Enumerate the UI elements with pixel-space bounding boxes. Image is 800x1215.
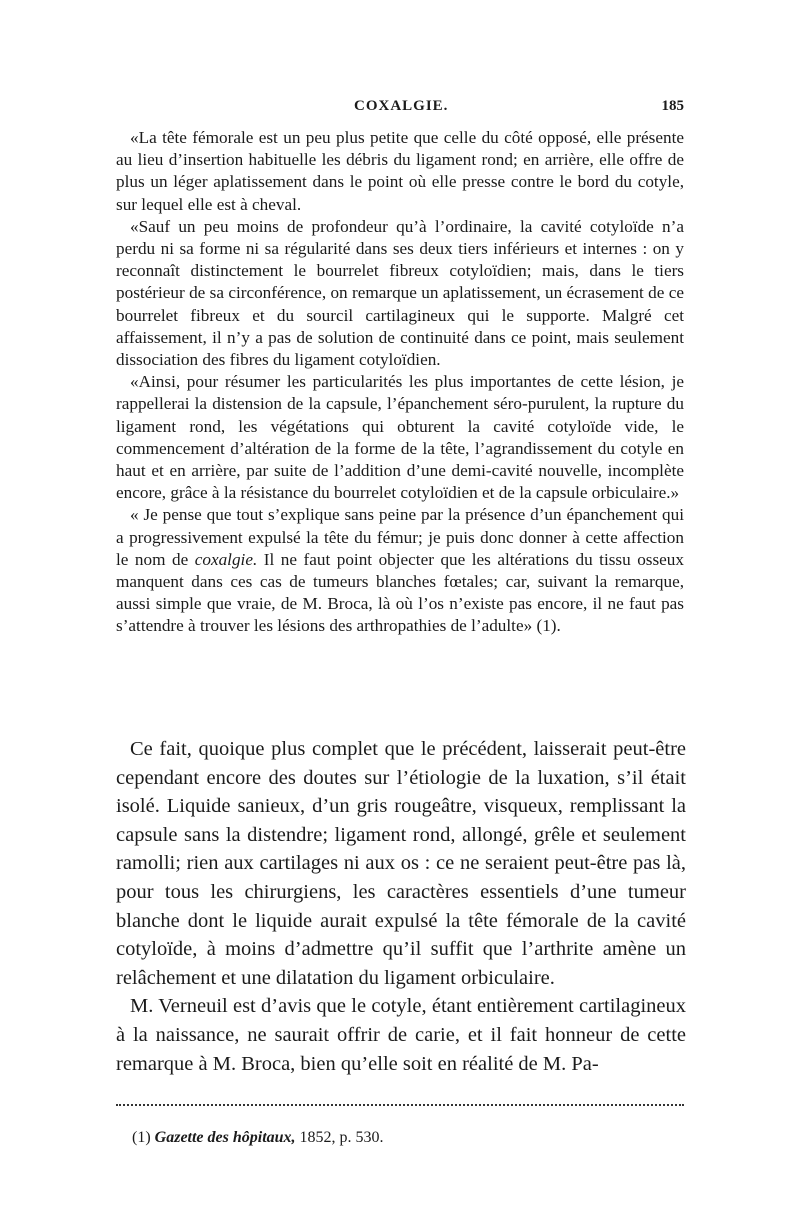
footnote-reference: 1852, p. 530. bbox=[295, 1129, 384, 1146]
chapter-title: COXALGIE. bbox=[354, 98, 449, 114]
quote-paragraph: «Ainsi, pour résumer les particularités les plus importantes de cette lésion, je rappellerai la distension de la capsule, l’épanchement séro-purulent, la rupture du ligament rond, les végétations qui obturent la cavité cotyloïde vide, le commencement d’altération de la forme de la tête, l’agrandissement du cotyle en haut et en arrière, par suite de l’addition d’une demi-cavité nouvelle, incomplète encore, grâce à la résistance du bourrelet cotyloïdien et de la capsule orbiculaire.» bbox=[116, 372, 684, 503]
footnote-divider bbox=[116, 1104, 684, 1106]
quote-text: « Je pense que tout s’explique sans peine par la présence d’un épanchement qui a progressivement expulsé la tête du fémur; je puis donc donner à cette affection le nom de bbox=[116, 505, 684, 569]
page-number: 185 bbox=[661, 98, 684, 114]
quote-text: Il ne faut point objecter que les altérations du tissu osseux manquent dans ces cas de tumeurs blanches fœtales; car, suivant la remarque, aussi simple que vraie, de M. Broca, là où l’os n’existe pas encore, il ne faut pas s’attendre à trouver les lésions des arthropathies de l’adulte» (1). bbox=[116, 549, 684, 636]
footnote-source: Gazette des hôpitaux, bbox=[154, 1129, 296, 1146]
body-paragraph: M. Verneuil est d’avis que le cotyle, étant entièrement cartilagineux à la naissance, ne saurait offrir de carie, et il fait honneur de cette remarque à M. Broca, bien qu’elle soit en réalité de M. Pa- bbox=[116, 995, 686, 1075]
footnote-marker: (1) bbox=[132, 1129, 155, 1146]
quote-paragraph: «La tête fémorale est un peu plus petite que celle du côté opposé, elle présente au lieu d’insertion habituelle les débris du ligament rond; en arrière, elle offre de plus un léger aplatissement dans le point où elle presse contre le bord du cotyle, sur lequel elle est à cheval. bbox=[116, 128, 684, 214]
quote-paragraph: «Sauf un peu moins de profondeur qu’à l’ordinaire, la cavité cotyloïde n’a perdu ni sa forme ni sa régularité dans ses deux tiers inférieurs et internes : on y reconnaît distinctement le bourrelet fibreux cotyloïdien; mais, dans le tiers postérieur de sa circonférence, on remarque un aplatissement, un écrasement de ce bourrelet fibreux et du sourcil cartilagineux qui le supporte. Malgré cet affaissement, il n’y a pas de solution de continuité dans ce point, mais seulement dissociation des fibres du ligament cotyloïdien. bbox=[116, 216, 684, 370]
main-text bbox=[116, 735, 686, 1078]
italic-term: coxalgie. bbox=[194, 549, 258, 569]
footnote bbox=[132, 1128, 684, 1148]
running-head bbox=[118, 98, 686, 122]
body-paragraph: Ce fait, quoique plus complet que le précédent, laisserait peut-être cependant encore des doutes sur l’étiologie de la luxation, s’il était isolé. Liquide sanieux, d’un gris rougeâtre, visqueux, remplissant la capsule sans la distendre; ligament rond, allongé, grêle et seulement ramolli; rien aux cartilages ni aux os : ce ne seraient peut-être pas là, pour tous les chirurgiens, les caractères essentiels d’une tumeur blanche dont le liquide aurait expulsé la tête fémorale de la cavité cotyloïde, à moins d’admettre qu’il suffit que l’arthrite amène un relâchement et une dilatation du ligament orbiculaire. bbox=[116, 738, 686, 989]
quote-paragraph bbox=[116, 504, 684, 637]
quoted-observation bbox=[116, 127, 684, 638]
